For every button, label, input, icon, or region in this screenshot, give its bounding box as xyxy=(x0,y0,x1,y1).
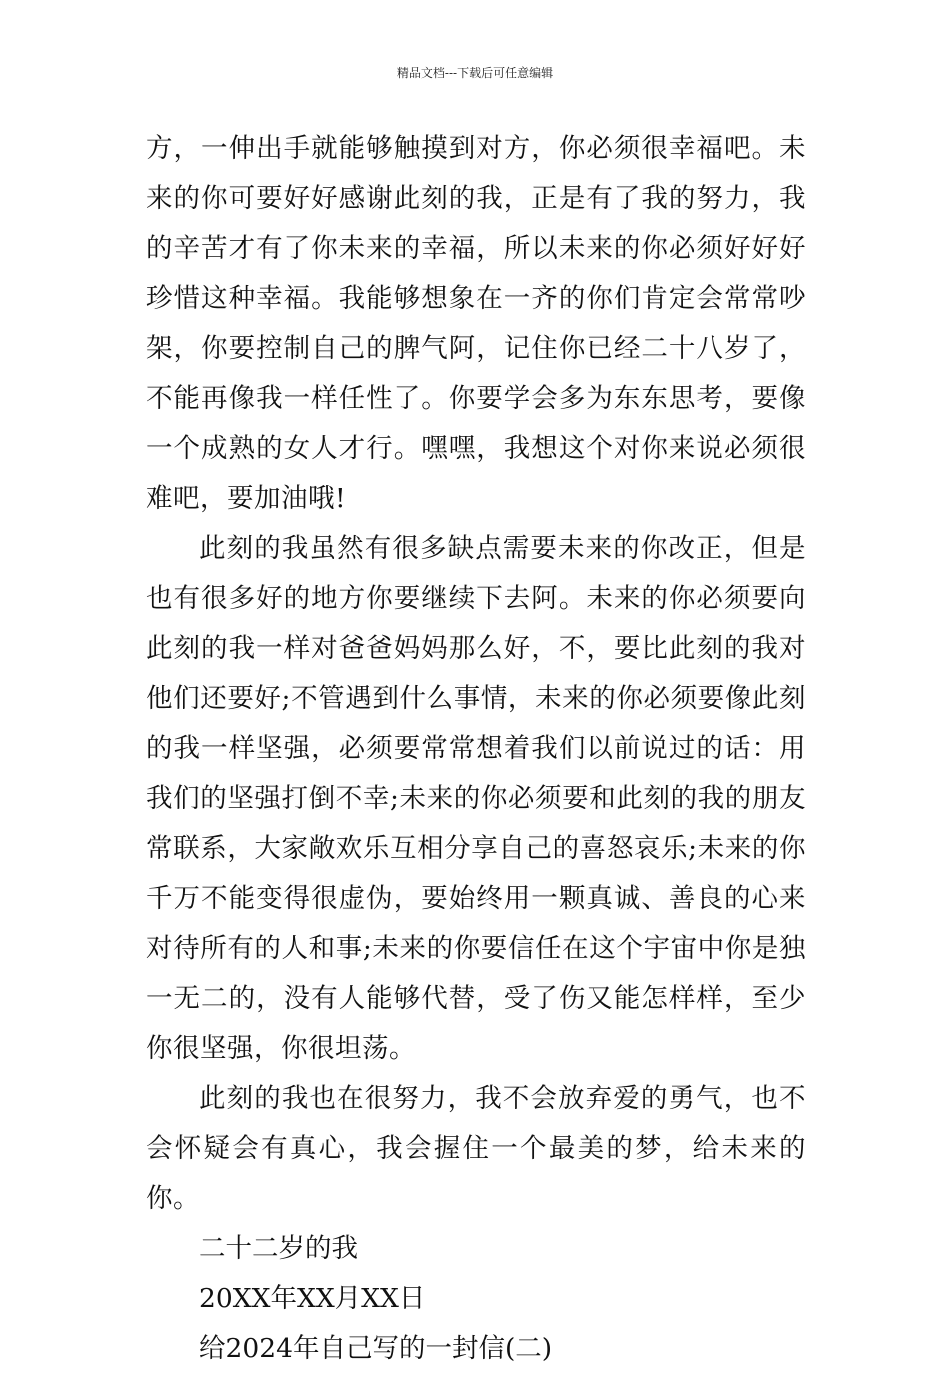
paragraph-2: 此刻的我虽然有很多缺点需要未来的你改正，但是也有很多好的地方你要继续下去阿。未来的你必须要向此刻的我一样对爸爸妈妈那么好，不，要比此刻的我对他们还要好;不管遇到什么事情，未来的你必须要像此刻的我一样坚强，必须要常常想着我们以前说过的话：用我们的坚强打倒不幸;未来的你必须要和此刻的我的朋友常联系，大家敞欢乐互相分享自己的喜怒哀乐;未来的你千万不能变得很虚伪，要始终用一颗真诚、善良的心来对待所有的人和事;未来的你要信任在这个宇宙中你是独一无二的，没有人能够代替，受了伤又能怎样样，至少你很坚强，你很坦荡。 xyxy=(146,533,806,1064)
paragraph-1: 方，一伸出手就能够触摸到对方，你必须很幸福吧。未来的你可要好好感谢此刻的我，正是有了我的努力，我的辛苦才有了你未来的幸福，所以未来的你必须好好好珍惜这种幸福。我能够想象在一齐的你们肯定会常常吵架，你要控制自己的脾气阿，记住你已经二十八岁了，不能再像我一样任性了。你要学会多为东东思考，要像一个成熟的女人才行。嘿嘿，我想这个对你来说必须很难吧，要加油哦! xyxy=(146,133,806,514)
next-letter-title: 给2024年自己写的一封信(二) xyxy=(199,1333,553,1364)
signature: 二十二岁的我 xyxy=(199,1233,358,1264)
paragraph-3: 此刻的我也在很努力，我不会放弃爱的勇气，也不会怀疑会有真心，我会握住一个最美的梦，给未来的你。 xyxy=(146,1083,806,1214)
document-body xyxy=(146,124,806,1374)
page-header: 精品文档---下载后可任意编辑 xyxy=(396,66,554,80)
letter-date: 20XX年XX月XX日 xyxy=(199,1283,426,1314)
